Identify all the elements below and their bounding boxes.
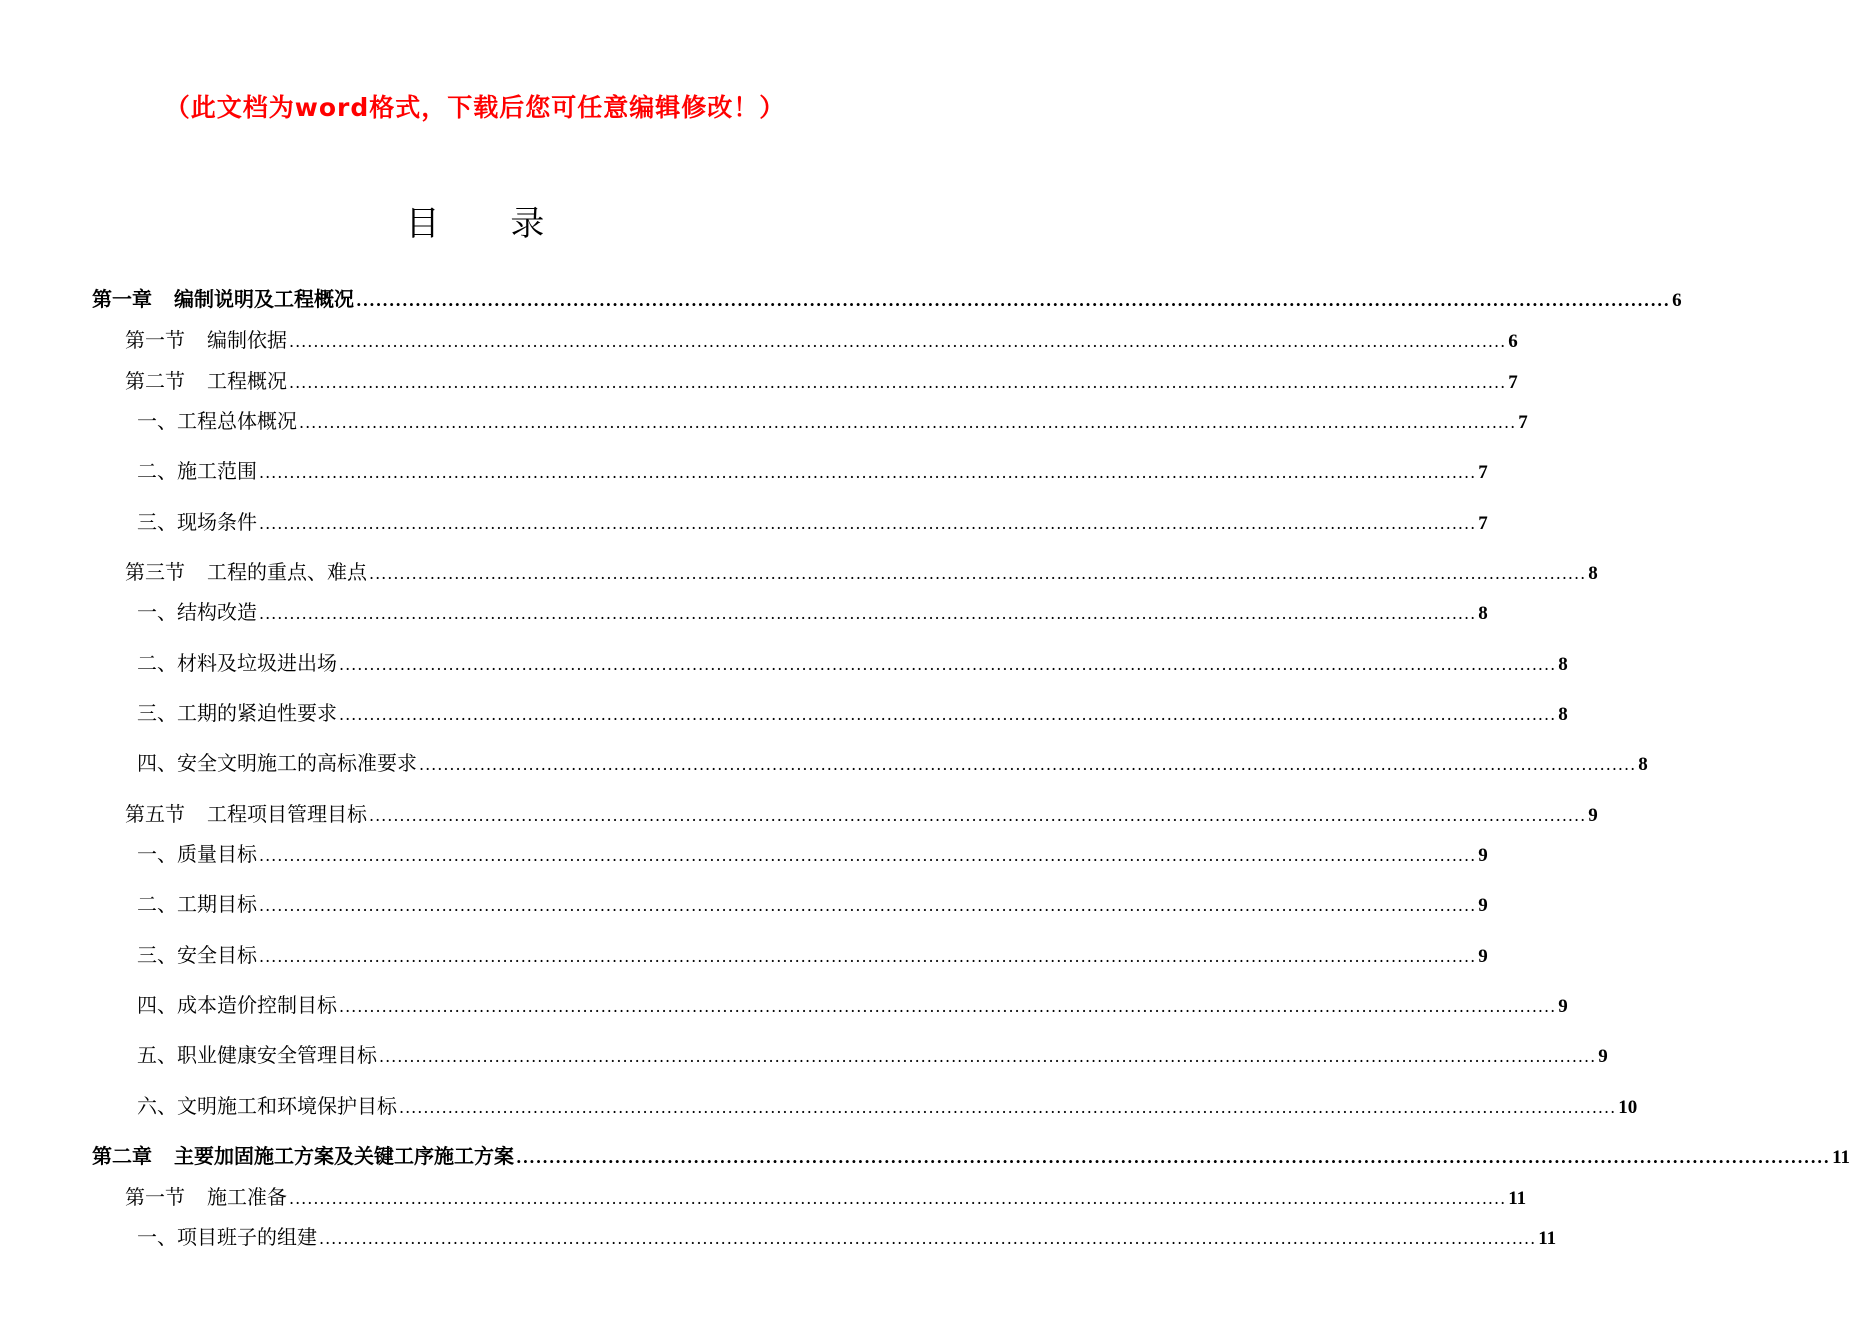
toc-entry[interactable] bbox=[137, 647, 1568, 677]
leader-dots: ........................................................................................................................................................................................................ bbox=[339, 655, 1557, 674]
toc-entry-title: 二、材料及垃圾进出场 bbox=[137, 651, 337, 675]
toc-entry-page: 9 bbox=[1478, 845, 1488, 866]
toc-entry-title: 主要加固施工方案及关键工序施工方案 bbox=[174, 1144, 514, 1168]
toc-entry-title: 一、结构改造 bbox=[137, 600, 257, 624]
toc-entry-page: 7 bbox=[1518, 412, 1528, 433]
toc-entry-page: 7 bbox=[1508, 372, 1518, 393]
toc-entry[interactable] bbox=[137, 506, 1488, 536]
toc-entry-title: 工程概况 bbox=[207, 369, 287, 393]
toc-entry-title: 工程的重点、难点 bbox=[207, 560, 367, 584]
toc-entry-page: 8 bbox=[1478, 603, 1488, 624]
leader-dots: ........................................................................................................................................................................................................ bbox=[399, 1098, 1617, 1117]
toc-entry-number: 第二章 bbox=[92, 1144, 152, 1168]
toc-entry-page: 8 bbox=[1588, 563, 1598, 584]
leader-dots: ........................................................................................................................................................................................................ bbox=[259, 514, 1477, 533]
leader-dots: ........................................................................................................................................................................................................ bbox=[259, 463, 1477, 482]
toc-entry[interactable] bbox=[125, 1181, 1527, 1211]
toc-entry[interactable] bbox=[137, 596, 1488, 626]
leader-dots: ........................................................................................................................................................................................................ bbox=[419, 755, 1637, 774]
toc-entry-page: 7 bbox=[1478, 462, 1488, 483]
toc-entry-page: 7 bbox=[1478, 513, 1488, 534]
toc-entry-title: 施工准备 bbox=[207, 1185, 287, 1209]
leader-dots: ........................................................................................................................................................................................................ bbox=[259, 896, 1477, 915]
leader-dots: ........................................................................................................................................................................................................ bbox=[339, 997, 1557, 1016]
toc-entry[interactable] bbox=[137, 1039, 1608, 1069]
toc-entry[interactable] bbox=[137, 888, 1488, 918]
leader-dots: ........................................................................................................................................................................................................ bbox=[289, 373, 1507, 392]
leader-dots: ........................................................................................................................................................................................................ bbox=[289, 332, 1507, 351]
toc-entry[interactable] bbox=[92, 283, 1682, 313]
toc-entry-title: 工程项目管理目标 bbox=[207, 802, 367, 826]
toc-entry-page: 9 bbox=[1558, 996, 1568, 1017]
leader-dots: ........................................................................................................................................................................................................ bbox=[319, 1229, 1537, 1248]
toc-entry-page: 10 bbox=[1618, 1097, 1638, 1118]
toc-entry-number: 第一章 bbox=[92, 287, 152, 311]
leader-dots: ........................................................................................................................................................................................................ bbox=[259, 846, 1477, 865]
toc-entry-page: 8 bbox=[1638, 754, 1648, 775]
toc-entry-title: 一、质量目标 bbox=[137, 842, 257, 866]
toc-entry-title: 六、文明施工和环境保护目标 bbox=[137, 1094, 397, 1118]
toc-entry-page: 9 bbox=[1598, 1046, 1608, 1067]
toc-entry-title: 三、工期的紧迫性要求 bbox=[137, 701, 337, 725]
toc-entry[interactable] bbox=[92, 1140, 1850, 1170]
leader-dots: ........................................................................................................................................................................................................ bbox=[339, 705, 1557, 724]
toc-entry[interactable] bbox=[125, 324, 1518, 354]
toc-entry-page: 9 bbox=[1478, 895, 1488, 916]
toc-entry[interactable] bbox=[137, 939, 1488, 969]
leader-dots: ........................................................................................................................................................................................................ bbox=[289, 1189, 1507, 1208]
toc-entry-title: 五、职业健康安全管理目标 bbox=[137, 1043, 377, 1067]
toc-entry-title: 一、项目班子的组建 bbox=[137, 1225, 317, 1249]
leader-dots: ........................................................................................................................................................................................................ bbox=[369, 806, 1587, 825]
toc-entry-number: 第二节 bbox=[125, 369, 185, 393]
leader-dots: ........................................................................................................................................................................................................ bbox=[379, 1047, 1597, 1066]
toc-entry[interactable] bbox=[125, 798, 1598, 828]
toc-entry-title: 编制依据 bbox=[207, 328, 287, 352]
toc-entry-page: 6 bbox=[1508, 331, 1518, 352]
toc-entry[interactable] bbox=[137, 1090, 1638, 1120]
toc-entry-page: 9 bbox=[1478, 946, 1488, 967]
toc-entry-title: 一、工程总体概况 bbox=[137, 409, 297, 433]
toc-entry-number: 第五节 bbox=[125, 802, 185, 826]
leader-dots: ........................................................................................................................................................................................................ bbox=[356, 291, 1671, 310]
toc-entry-title: 二、施工范围 bbox=[137, 459, 257, 483]
toc-entry-page: 11 bbox=[1832, 1147, 1850, 1168]
toc-entry[interactable] bbox=[137, 405, 1528, 435]
toc-entry-title: 二、工期目标 bbox=[137, 892, 257, 916]
toc-entry[interactable] bbox=[137, 455, 1488, 485]
toc-entry-title: 四、成本造价控制目标 bbox=[137, 993, 337, 1017]
toc-entry-page: 9 bbox=[1588, 805, 1598, 826]
toc-entry[interactable] bbox=[137, 838, 1488, 868]
toc-entry[interactable] bbox=[125, 365, 1518, 395]
toc-entry-page: 8 bbox=[1558, 654, 1568, 675]
toc-entry-page: 11 bbox=[1508, 1188, 1527, 1209]
toc-entry-page: 11 bbox=[1538, 1228, 1557, 1249]
toc-entry[interactable] bbox=[137, 1221, 1557, 1251]
toc-entry-title: 三、安全目标 bbox=[137, 943, 257, 967]
leader-dots: ........................................................................................................................................................................................................ bbox=[259, 604, 1477, 623]
toc-entry[interactable] bbox=[137, 989, 1568, 1019]
leader-dots: ........................................................................................................................................................................................................ bbox=[259, 947, 1477, 966]
toc-title: 目 录 bbox=[405, 204, 575, 244]
leader-dots: ........................................................................................................................................................................................................ bbox=[516, 1148, 1831, 1167]
toc-entry-number: 第一节 bbox=[125, 1185, 185, 1209]
toc-entry[interactable] bbox=[137, 747, 1648, 777]
toc-entry-title: 编制说明及工程概况 bbox=[174, 287, 354, 311]
toc-entry-page: 6 bbox=[1672, 290, 1682, 311]
download-notice: （此文档为word格式，下载后您可任意编辑修改！） bbox=[164, 93, 786, 122]
leader-dots: ........................................................................................................................................................................................................ bbox=[299, 413, 1517, 432]
toc-entry-page: 8 bbox=[1558, 704, 1568, 725]
leader-dots: ........................................................................................................................................................................................................ bbox=[369, 564, 1587, 583]
toc-entry-number: 第一节 bbox=[125, 328, 185, 352]
toc-entry-number: 第三节 bbox=[125, 560, 185, 584]
toc-entry[interactable] bbox=[137, 697, 1568, 727]
toc-entry-title: 四、安全文明施工的高标准要求 bbox=[137, 751, 417, 775]
toc-entry[interactable] bbox=[125, 556, 1598, 586]
toc-entry-title: 三、现场条件 bbox=[137, 510, 257, 534]
